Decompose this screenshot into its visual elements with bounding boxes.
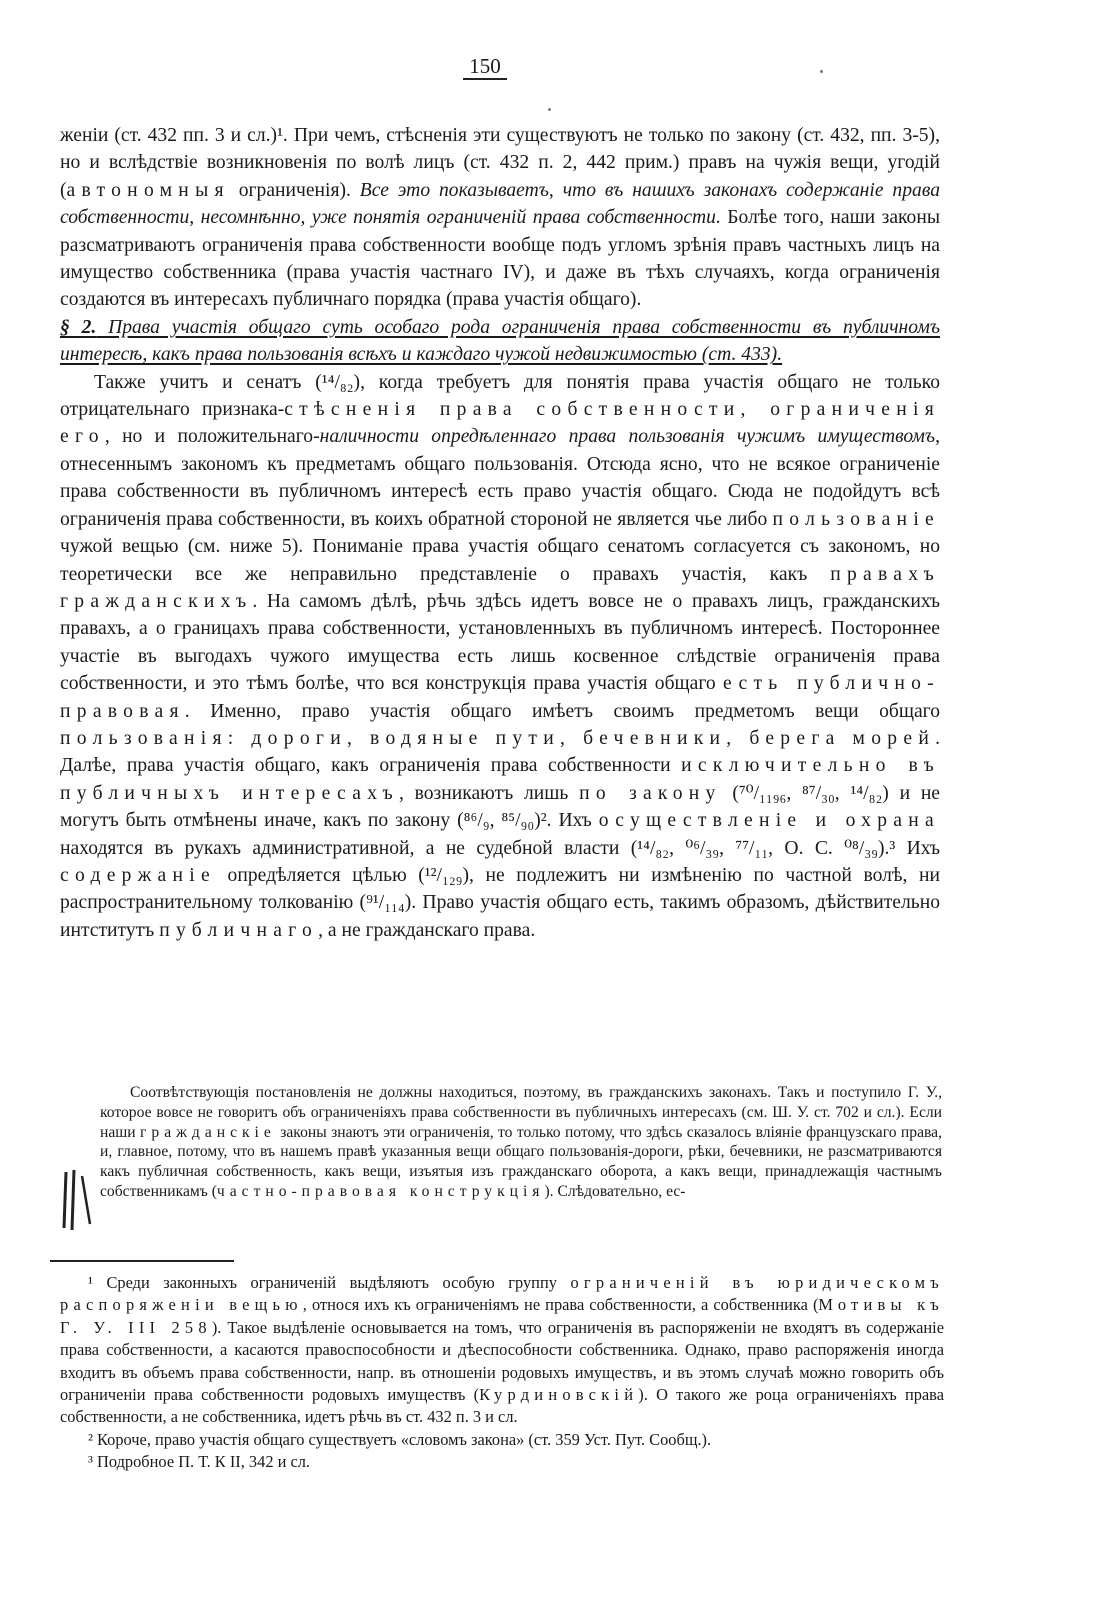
italic-emphasis: наличности опредѣленнаго права пользованія чужимъ имуществомъ	[319, 426, 936, 448]
footnote-2: ² Короче, право участія общаго существуетъ «словомъ закона» (ст. 359 Уст. Пут. Сообщ.).	[88, 1429, 712, 1449]
spaced-term: исключительно въ публичныхъ интересахъ	[60, 755, 940, 804]
spaced-term: стѣсненія права собственности, ограниченія его	[60, 399, 940, 448]
paragraph-2: Также учитъ и сенатъ (¹⁴/₈₂), когда требуетъ для понятія права участія общаго не только отрицательнаго признака-стѣсненія права собственности, ограниченія его, но и положительнаго-наличности опредѣленнаго права пользованія чужимъ имуществомъ, отнесеннымъ закономъ къ предметамъ общаго пользованія. Отсюда ясно, что не всякое ограниченіе права собственности въ публичномъ интересѣ есть право участія общаго. Сюда не подойдутъ всѣ ограниченія права собственности, въ коихъ обратной стороной не является чье либо пользованіе чужой вещью (см. ниже 5). Пониманіе права участія общаго сенатомъ согласуется съ закономъ, но теоретически все же неправильно представленіе о правахъ участія, какъ правахъ гражданскихъ. На самомъ дѣлѣ, рѣчь здѣсь идетъ вовсе не о правахъ лицъ, гражданскихъ правахъ, а о границахъ права собственности, установленныхъ въ публичномъ интересѣ. Постороннее участіе въ выгодахъ чужого имущества есть лишь косвенное слѣдствіе ограниченія права собственности, и это тѣмъ болѣе, что вся конструкція права участія общаго есть публично-правовая. Именно, право участія общаго имѣетъ своимъ предметомъ вещи общаго пользованія: дороги, водяные пути, бечевники, берега морей. Далѣе, права участія общаго, какъ ограниченія права собственности исключительно въ публичныхъ интересахъ, возникаютъ лишь по закону (⁷⁰/₁₁₉₆, ⁸⁷/₃₀, ¹⁴/₈₂) и не могутъ быть отмѣнены иначе, какъ по закону (⁸⁶/₉, ⁸⁵/₉₀)². Ихъ осуществленіе и охрана находятся въ рукахъ административной, а не судебной власти (¹⁴/₈₂, ⁰⁶/₃₉, ⁷⁷/₁₁, О. С. ⁰⁸/₃₉).³ Ихъ содержаніе опредѣляется цѣлью (¹²/₁₂₉), не подлежитъ ни измѣненію по частной волѣ, ни распространительному толкованію (⁹¹/₁₁₄). Право участія общаго есть, такимъ образомъ, дѣйствительно интститутъ публичнаго, а не гражданскаго права.	[60, 371, 941, 941]
footnotes	[60, 1272, 944, 1474]
spaced-term: есть публично-правовая	[60, 673, 940, 722]
paper-speck	[820, 70, 823, 73]
spaced-term: Мотивы къ Г. У. III 258	[60, 1295, 944, 1337]
italic-emphasis: Все это показываетъ, что въ нашихъ законахъ содержаніе права собственности, несомнѣнно, уже понятія ограниченій права собственности.	[60, 179, 940, 229]
margin-pencil-marks	[60, 1168, 94, 1238]
section-heading-text: Права участія общаго суть особаго рода ограниченія права собственности въ публичномъ интересѣ, какъ права пользованія всѣхъ и каждаго чужой недвижимостью (ст. 433).	[60, 316, 940, 366]
section-number: § 2.	[60, 316, 97, 338]
spaced-term: частно-правовая конструкція	[216, 1182, 545, 1200]
spaced-term: автономныя	[66, 179, 230, 201]
paragraph-1: женіи (ст. 432 пп. 3 и сл.)¹. При чемъ, стѣсненія эти существуютъ не только по закону (ст. 432, пп. 3-5), но и вслѣдствіе возникновенія по волѣ лицъ (ст. 432 п. 2, 442 прим.) правъ на чужія вещи, угодій (автономныя ограниченія). Все это показываетъ, что въ нашихъ законахъ содержаніе права собственности, несомнѣнно, уже понятія ограниченій права собственности. Болѣе того, наши законы разсматриваютъ ограниченія права собственности вообще подъ угломъ зрѣнія правъ частныхъ лицъ на имущество собственника (права участія частнаго IV), и даже въ тѣхъ случаяхъ, когда ограниченія создаются въ интересахъ публичнаго порядка (права участія общаго).	[60, 125, 940, 311]
spaced-term: по закону	[579, 782, 722, 804]
footnote-marker: ¹	[88, 1273, 93, 1292]
spaced-term: содержаніе	[60, 864, 216, 886]
footnote-rule	[50, 1260, 234, 1262]
spaced-term: пользованіе	[772, 508, 940, 530]
footnote-3: ³ Подробное П. Т. К II, 342 и сл.	[88, 1452, 311, 1472]
footnote-marker: ³	[88, 1452, 93, 1472]
paper-speck	[548, 108, 551, 111]
spaced-term: публичнаго	[159, 919, 319, 941]
spaced-term: пользованія: дороги, водяные пути, бечевники, берега морей	[60, 727, 936, 749]
page-number: 150	[0, 54, 970, 79]
spaced-term: правахъ гражданскихъ	[60, 563, 940, 612]
spaced-term: ограниченій въ юридическомъ распоряженіи вещью	[60, 1273, 944, 1315]
spaced-term: гражданскіе	[140, 1123, 276, 1141]
spaced-term: осуществленіе и охрана	[598, 810, 940, 832]
footnote-marker: ²	[88, 1429, 93, 1449]
spaced-term: Курдиновскій	[479, 1385, 639, 1405]
section-heading	[60, 314, 940, 369]
small-print-note: Соотвѣтствующія постановленія не должны находиться, поэтому, въ гражданскихъ законахъ. Такъ и поступило Г. У., которое вовсе не говоритъ объ ограниченіяхъ права собственности въ публичныхъ интересахъ (см. Ш. У. ст. 702 и сл.). Если наши гражданскіе законы знаютъ эти ограниченія, то только потому, что здѣсь сказалось вліяніе французскаго права, и, главное, потому, что въ нашемъ правѣ указанныя вещи общаго пользованія-дороги, рѣки, бечевники, не разсматриваются какъ публичная собственность, какъ вещи, изъятыя изъ гражданскаго оборота, а какъ вещи, принадлежащія частнымъ собственникамъ (частно-правовая конструкція). Слѣдовательно, ес-	[100, 1084, 942, 1200]
main-text	[60, 122, 940, 944]
footnote-1: ¹ Среди законныхъ ограниченій выдѣляютъ особую группу ограниченій въ юридическомъ распоряженіи вещью, относя ихъ къ ограниченіямъ не права собственности, а собственника (Мотивы къ Г. У. III 258). Такое выдѣленіе основывается на томъ, что ограниченія въ распоряженіи не входятъ въ содержаніе права собственности, а касаются правоспособности и дѣеспособности собственника. Однако, право распоряженія иногда входитъ въ объемъ права собственности, напр. въ отношеніи родовыхъ имуществъ, и въ этомъ случаѣ можно говорить объ ограниченіи права собственности родовыхъ имуществъ (Курдиновскій). О такого же роца ограниченіяхъ права собственности, а не собственника, идетъ рѣчь въ ст. 432 п. 3 и сл.	[60, 1273, 945, 1427]
